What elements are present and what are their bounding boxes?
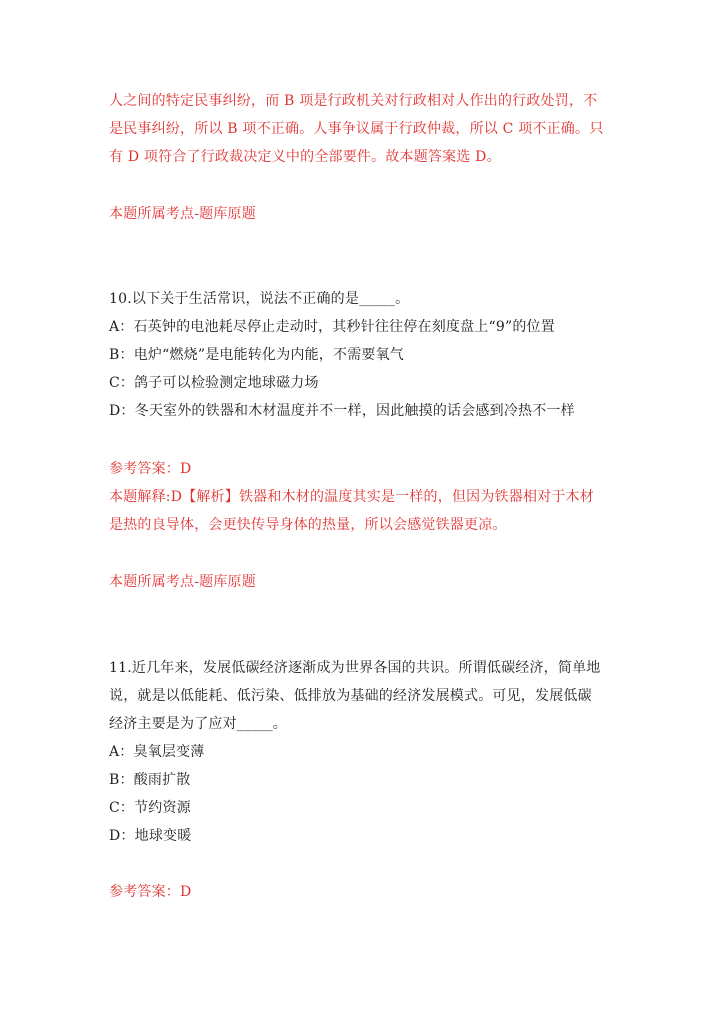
option-a: A：石英钟的电池耗尽停止走动时，其秒针往往停在刻度盘上“9”的位置: [109, 319, 555, 335]
option-d: D：地球变暖: [109, 828, 192, 844]
option-a: A：臭氧层变薄: [109, 744, 205, 760]
question-stem: 10.以下关于生活常识，说法不正确的是_____。: [109, 291, 410, 307]
option-d: D：冬天室外的铁器和木材温度并不一样，因此触摸的话会感到冷热不一样: [109, 403, 575, 419]
explanation-line: 是热的良导体，会更快传导身体的热量，所以会感觉铁器更凉。: [109, 517, 507, 533]
option-c: C：节约资源: [109, 800, 191, 816]
source-note: 本题所属考点-题库原题: [109, 206, 256, 222]
explanation-line: 人之间的特定民事纠纷，而 B 项是行政机关对行政相对人作出的行政处罚，不: [109, 93, 598, 109]
explanation-line: 是民事纠纷，所以 B 项不正确。人事争议属于行政仲裁，所以 C 项不正确。只: [109, 121, 604, 137]
explanation-line: 有 D 项符合了行政裁决定义中的全部要件。故本题答案选 D。: [109, 149, 501, 165]
question-stem-line: 说，就是以低能耗、低污染、低排放为基础的经济发展模式。可见，发展低碳: [109, 688, 592, 704]
explanation-line: 本题解释:D【解析】铁器和木材的温度其实是一样的，但因为铁器相对于木材: [109, 489, 594, 505]
question-stem-line: 11.近几年来，发展低碳经济逐渐成为世界各国的共识。所谓低碳经济，简单地: [109, 660, 601, 676]
answer-label: 参考答案：D: [109, 884, 192, 900]
option-b: B：电炉“燃烧”是电能转化为内能，不需要氧气: [109, 347, 405, 363]
option-b: B：酸雨扩散: [109, 772, 191, 788]
answer-label: 参考答案：D: [109, 461, 192, 477]
source-note: 本题所属考点-题库原题: [109, 574, 256, 590]
option-c: C：鸽子可以检验测定地球磁力场: [109, 375, 319, 391]
question-stem-line: 经济主要是为了应对_____。: [109, 716, 287, 732]
